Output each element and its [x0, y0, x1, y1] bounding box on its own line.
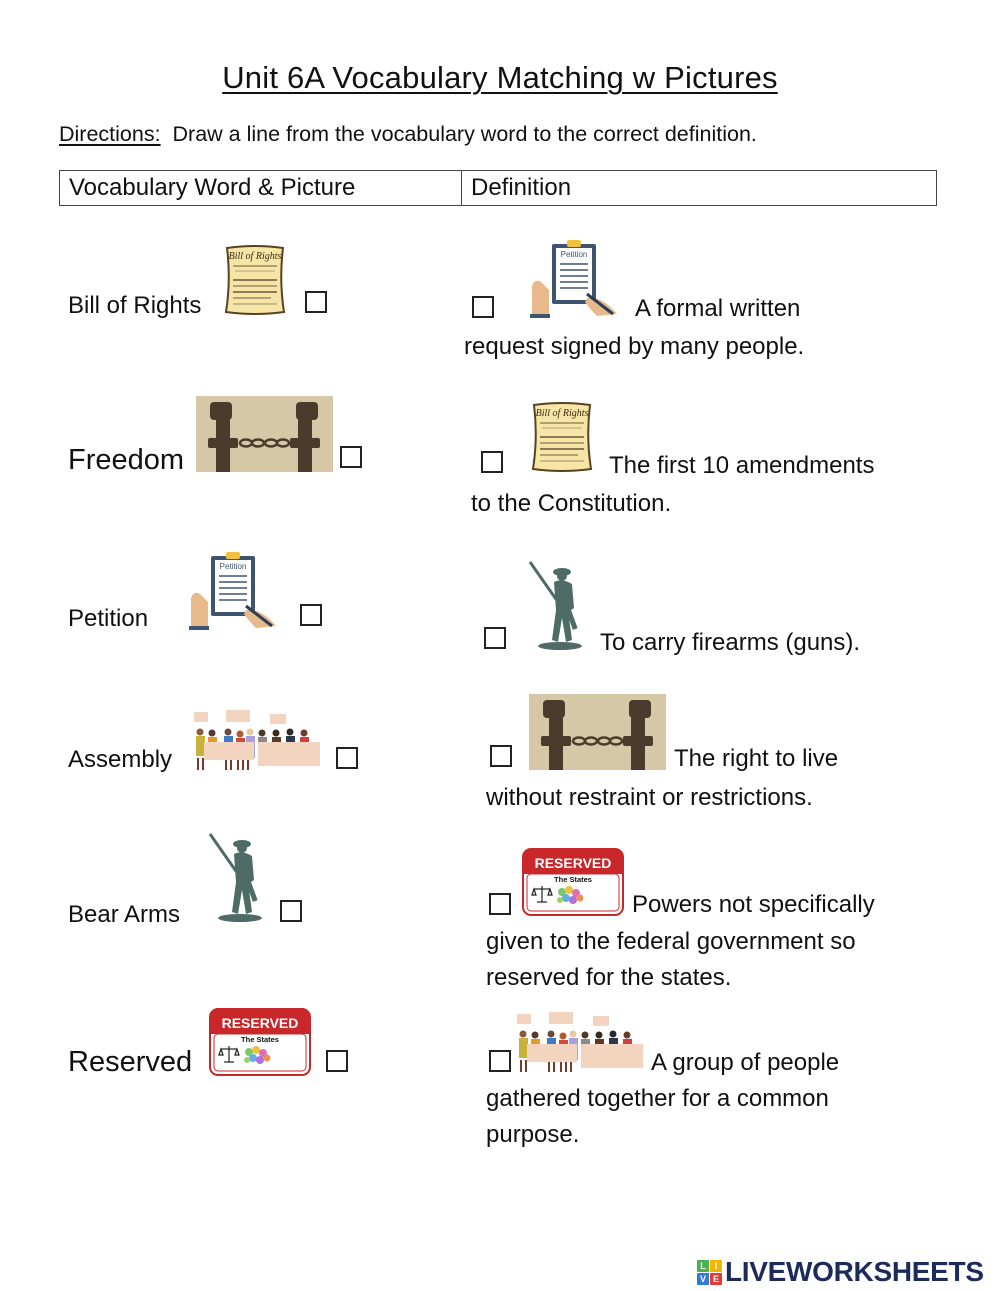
- vocab-checkbox-bear-arms[interactable]: [280, 900, 302, 922]
- definition-1-line-1: A formal written: [635, 295, 801, 322]
- vocab-word-bill-of-rights: Bill of Rights: [68, 292, 202, 319]
- directions: [59, 122, 757, 147]
- crowd-with-banners-icon: [513, 1012, 645, 1073]
- definition-5-line-3: reserved for the states.: [486, 964, 732, 991]
- definition-2-line-1: The first 10 amendments: [609, 452, 875, 479]
- vocab-checkbox-bill-of-rights[interactable]: [305, 291, 327, 313]
- definition-6-line-2: gathered together for a common: [486, 1085, 829, 1112]
- vocab-checkbox-reserved[interactable]: [326, 1050, 348, 1072]
- header-table: [59, 170, 937, 206]
- definition-2-line-2: to the Constitution.: [471, 490, 672, 517]
- definition-checkbox-5[interactable]: [489, 893, 511, 915]
- logo-tile-i: I: [710, 1260, 722, 1272]
- definition-checkbox-6[interactable]: [489, 1050, 511, 1072]
- header-vocabulary: Vocabulary Word & Picture: [60, 171, 462, 205]
- definition-6-line-3: purpose.: [486, 1121, 580, 1148]
- header-definition: Definition: [471, 174, 572, 201]
- definition-checkbox-3[interactable]: [484, 627, 506, 649]
- crowd-with-banners-icon: [190, 710, 322, 771]
- directions-text: Draw a line from the vocabulary word to the correct definition.: [172, 122, 757, 146]
- vocab-word-reserved: Reserved: [68, 1046, 193, 1078]
- definition-1-line-2: request signed by many people.: [464, 333, 805, 360]
- logo-tiles-icon: [697, 1260, 722, 1285]
- vocab-word-bear-arms: Bear Arms: [68, 901, 181, 928]
- logo-tile-e: E: [710, 1273, 722, 1285]
- logo-tile-l: L: [697, 1260, 709, 1272]
- page-title: Unit 6A Vocabulary Matching w Pictures: [222, 60, 778, 95]
- vocab-checkbox-assembly[interactable]: [336, 747, 358, 769]
- broken-chains-fists-icon: [529, 694, 666, 770]
- definition-4-line-1: The right to live: [674, 745, 839, 772]
- vocab-checkbox-freedom[interactable]: [340, 446, 362, 468]
- directions-label: Directions:: [59, 122, 161, 146]
- bill-of-rights-scroll-icon: [221, 244, 289, 316]
- definition-4-line-2: without restraint or restrictions.: [486, 784, 813, 811]
- bill-of-rights-scroll-icon: [528, 401, 596, 473]
- logo-text: LIVEWORKSHEETS: [725, 1256, 984, 1287]
- vocab-word-assembly: Assembly: [68, 746, 173, 773]
- broken-chains-fists-icon: [196, 396, 333, 472]
- definition-checkbox-4[interactable]: [490, 745, 512, 767]
- minuteman-statue-icon: [528, 560, 588, 652]
- definition-6-line-1: A group of people: [651, 1049, 840, 1076]
- vocab-checkbox-petition[interactable]: [300, 604, 322, 626]
- definition-5-line-2: given to the federal government so: [486, 928, 856, 955]
- petition-clipboard-icon: [186, 550, 281, 632]
- definition-checkbox-2[interactable]: [481, 451, 503, 473]
- minuteman-statue-icon: [208, 832, 268, 924]
- vocab-word-freedom: Freedom: [68, 444, 185, 476]
- petition-clipboard-icon: [527, 238, 622, 320]
- vocab-word-petition: Petition: [68, 605, 149, 632]
- liveworksheets-logo[interactable]: [697, 1256, 984, 1288]
- definition-3-line-1: To carry firearms (guns).: [600, 629, 861, 656]
- reserved-the-states-sign-icon: [209, 1008, 311, 1076]
- reserved-the-states-sign-icon: [522, 848, 624, 916]
- logo-tile-v: V: [697, 1273, 709, 1285]
- definition-5-line-1: Powers not specifically: [632, 891, 875, 918]
- definition-checkbox-1[interactable]: [472, 296, 494, 318]
